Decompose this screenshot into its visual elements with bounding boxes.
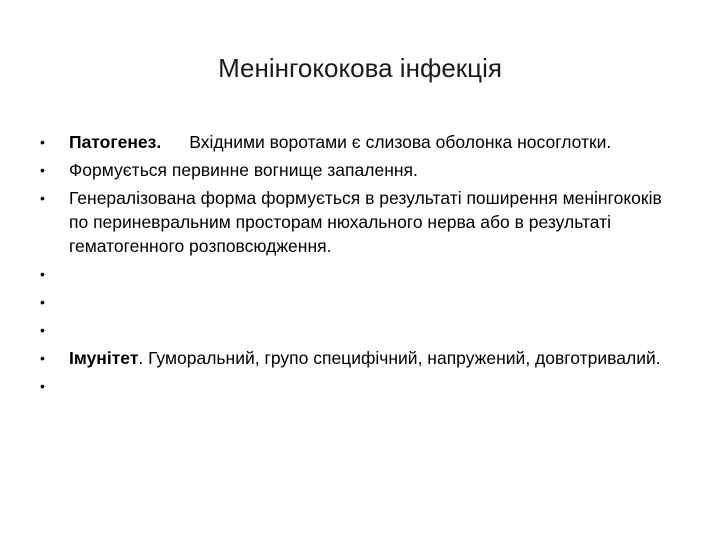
bullet-icon: •: [40, 190, 45, 206]
bullet-icon: •: [40, 162, 45, 178]
bullet-list: [36, 130, 676, 402]
item-text: . Гуморальний, групо специфічний, напружений, довготривалий.: [138, 348, 661, 368]
list-item-pathogenesis: [36, 130, 676, 154]
list-item-generalized-form: [36, 186, 676, 258]
bullet-icon: •: [40, 378, 45, 394]
list-item-immunity: [36, 346, 676, 370]
bullet-icon: •: [40, 134, 45, 150]
item-lead: Патогенез.: [69, 132, 162, 152]
list-item-empty: [36, 262, 676, 286]
bullet-icon: •: [40, 350, 45, 366]
item-text: Вхідними воротами є слизова оболонка носоглотки.: [189, 132, 612, 152]
item-text: Формується первинне вогнище запалення.: [69, 160, 418, 180]
list-item-empty: [36, 374, 676, 398]
item-lead: Імунітет: [69, 348, 139, 368]
bullet-icon: •: [40, 294, 45, 310]
item-text: Генералізована форма формується в результаті поширення менінгококів по периневральним просторам нюхального нерва або в результаті гематогенного розповсюдження.: [69, 188, 662, 256]
bullet-icon: •: [40, 322, 45, 338]
slide-title: Менінгококова інфекція: [218, 53, 502, 83]
list-item-empty: [36, 290, 676, 314]
bullet-icon: •: [40, 266, 45, 282]
list-item-empty: [36, 318, 676, 342]
list-item-primary-focus: [36, 158, 676, 182]
